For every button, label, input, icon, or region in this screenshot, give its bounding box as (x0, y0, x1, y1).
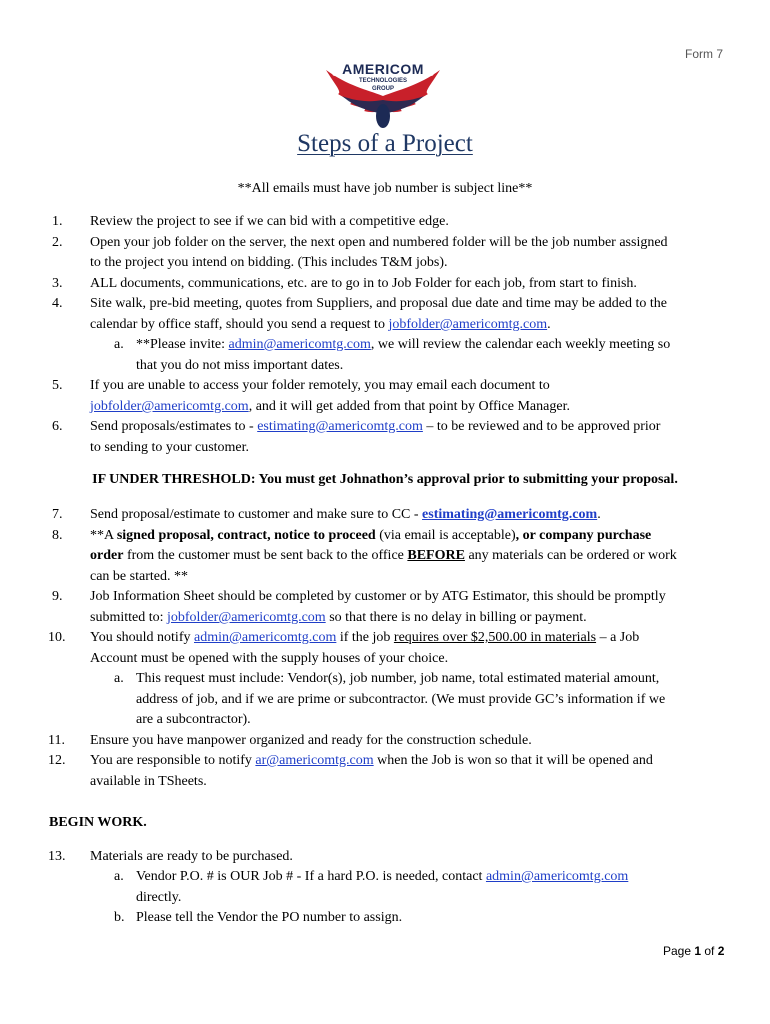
ar-email-link[interactable]: ar@americomtg.com (255, 753, 374, 768)
list-item-continuation: jobfolder@americomtg.com, and it will get added from that point by Office Manager. (90, 399, 570, 414)
jobfolder-email-link[interactable]: jobfolder@americomtg.com (90, 399, 249, 414)
estimating-email-link[interactable]: estimating@americomtg.com (257, 419, 423, 434)
list-item-continuation: can be started. ** (90, 569, 188, 584)
jobfolder-email-link[interactable]: jobfolder@americomtg.com (388, 317, 548, 332)
admin-email-link[interactable]: admin@americomtg.com (228, 337, 371, 352)
company-logo (318, 56, 448, 132)
list-item-continuation: available in TSheets. (90, 774, 207, 789)
logo-subtext-group: GROUP (371, 86, 394, 92)
jobfolder-email-link[interactable]: jobfolder@americomtg.com (167, 610, 326, 625)
list-item-continuation: calendar by office staff, should you send a request to jobfolder@americomtg.com. (90, 317, 551, 332)
form-number-label: Form 7 (685, 47, 724, 61)
list-item-continuation: directly. (136, 890, 182, 905)
estimating-email-link[interactable]: estimating@americomtg.com (422, 507, 598, 522)
subtitle-note: **All emails must have job number is subject line** (237, 181, 533, 196)
threshold-notice: IF UNDER THRESHOLD: You must get Johnathon’s approval prior to submitting your proposal. (92, 472, 678, 487)
page-number: Page 1 of 2 (663, 944, 725, 958)
logo-subtext-technologies: TECHNOLOGIES (358, 78, 407, 84)
list-item-continuation: Account must be opened with the supply houses of your choice. (90, 651, 449, 666)
admin-email-link[interactable]: admin@americomtg.com (194, 630, 337, 645)
list-item-continuation: to sending to your customer. (90, 440, 250, 455)
list-item-continuation: order from the customer must be sent back to the office BEFORE any materials can be ordered or work (90, 548, 677, 563)
logo-wordmark: AMERICOM (342, 61, 424, 77)
list-item-continuation: submitted to: jobfolder@americomtg.com so that there is no delay in billing or payment. (90, 610, 587, 625)
begin-work-heading: BEGIN WORK. (49, 815, 147, 830)
admin-email-link[interactable]: admin@americomtg.com (485, 869, 629, 884)
list-item-continuation: address of job, and if we are prime or subcontractor. (We must provide GC’s information if we (136, 692, 666, 707)
list-item-continuation: that you do not miss important dates. (136, 358, 344, 373)
page-title: Steps of a Project (297, 130, 473, 157)
list-item-continuation: are a subcontractor). (136, 712, 251, 727)
list-item-continuation: to the project you intend on bidding. (This includes T&M jobs). (90, 255, 448, 270)
